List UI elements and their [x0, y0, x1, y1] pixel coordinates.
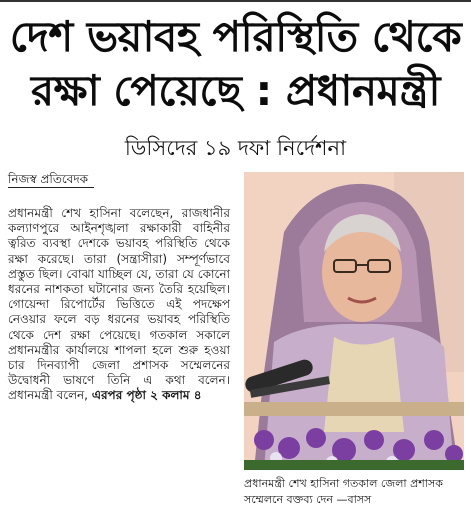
headline: [0, 10, 471, 118]
byline: নিজস্ব প্রতিবেদক: [8, 171, 94, 188]
article-body: [8, 206, 230, 404]
speaker-photo: [244, 172, 464, 470]
article-text: প্রধানমন্ত্রী শেখ হাসিনা বলেছেন, রাজধানীর কল্যাণপুরে আইনশৃঙ্খলা রক্ষাকারী বাহিনীর ত্বরিত ব্যবস্থা দেশকে ভয়াবহ পরিস্থিতি থেকে রক্ষা করেছে। তারা (সন্ত্রাসীরা) সম্পূর্ণভাবে প্রস্তুত ছিল। বোঝা যাচ্ছিল যে, তারা যে কোনো ধরনের নাশকতা ঘটানোর জন্য তৈরি হয়েছিল। গোয়েন্দা রিপোর্টের ভিত্তিতে এই পদক্ষেপ নেওয়ার ফলে বড় ধরনের ভয়াবহ পরিস্থিতি থেকে দেশ রক্ষা পেয়েছে। গতকাল সকালে প্রধানমন্ত্রীর কার্যালয়ে শাপলা হলে শুরু হওয়া চার দিনব্যাপী জেলা প্রশাসক সম্মেলনের উদ্বোধনী ভাষণে তিনি এ কথা বলেন। প্রধানমন্ত্রী বলেন,: [8, 206, 230, 403]
continuation-note: এরপর পৃষ্ঠা ২ কলাম ৪: [91, 388, 202, 403]
speaker-photo-illustration: [244, 172, 464, 470]
subheadline: ডিসিদের ১৯ দফা নির্দেশনা: [124, 136, 347, 160]
photo-caption: প্রধানমন্ত্রী শেখ হাসিনা গতকাল জেলা প্রশাসক সম্মেলনে বক্তব্য দেন —বাসস: [244, 477, 443, 506]
top-rule: [0, 0, 471, 6]
headline-line-1: দেশ ভয়াবহ পরিস্থিতি থেকে: [9, 12, 462, 61]
headline-line-2: রক্ষা পেয়েছে : প্রধানমন্ত্রী: [30, 66, 441, 115]
